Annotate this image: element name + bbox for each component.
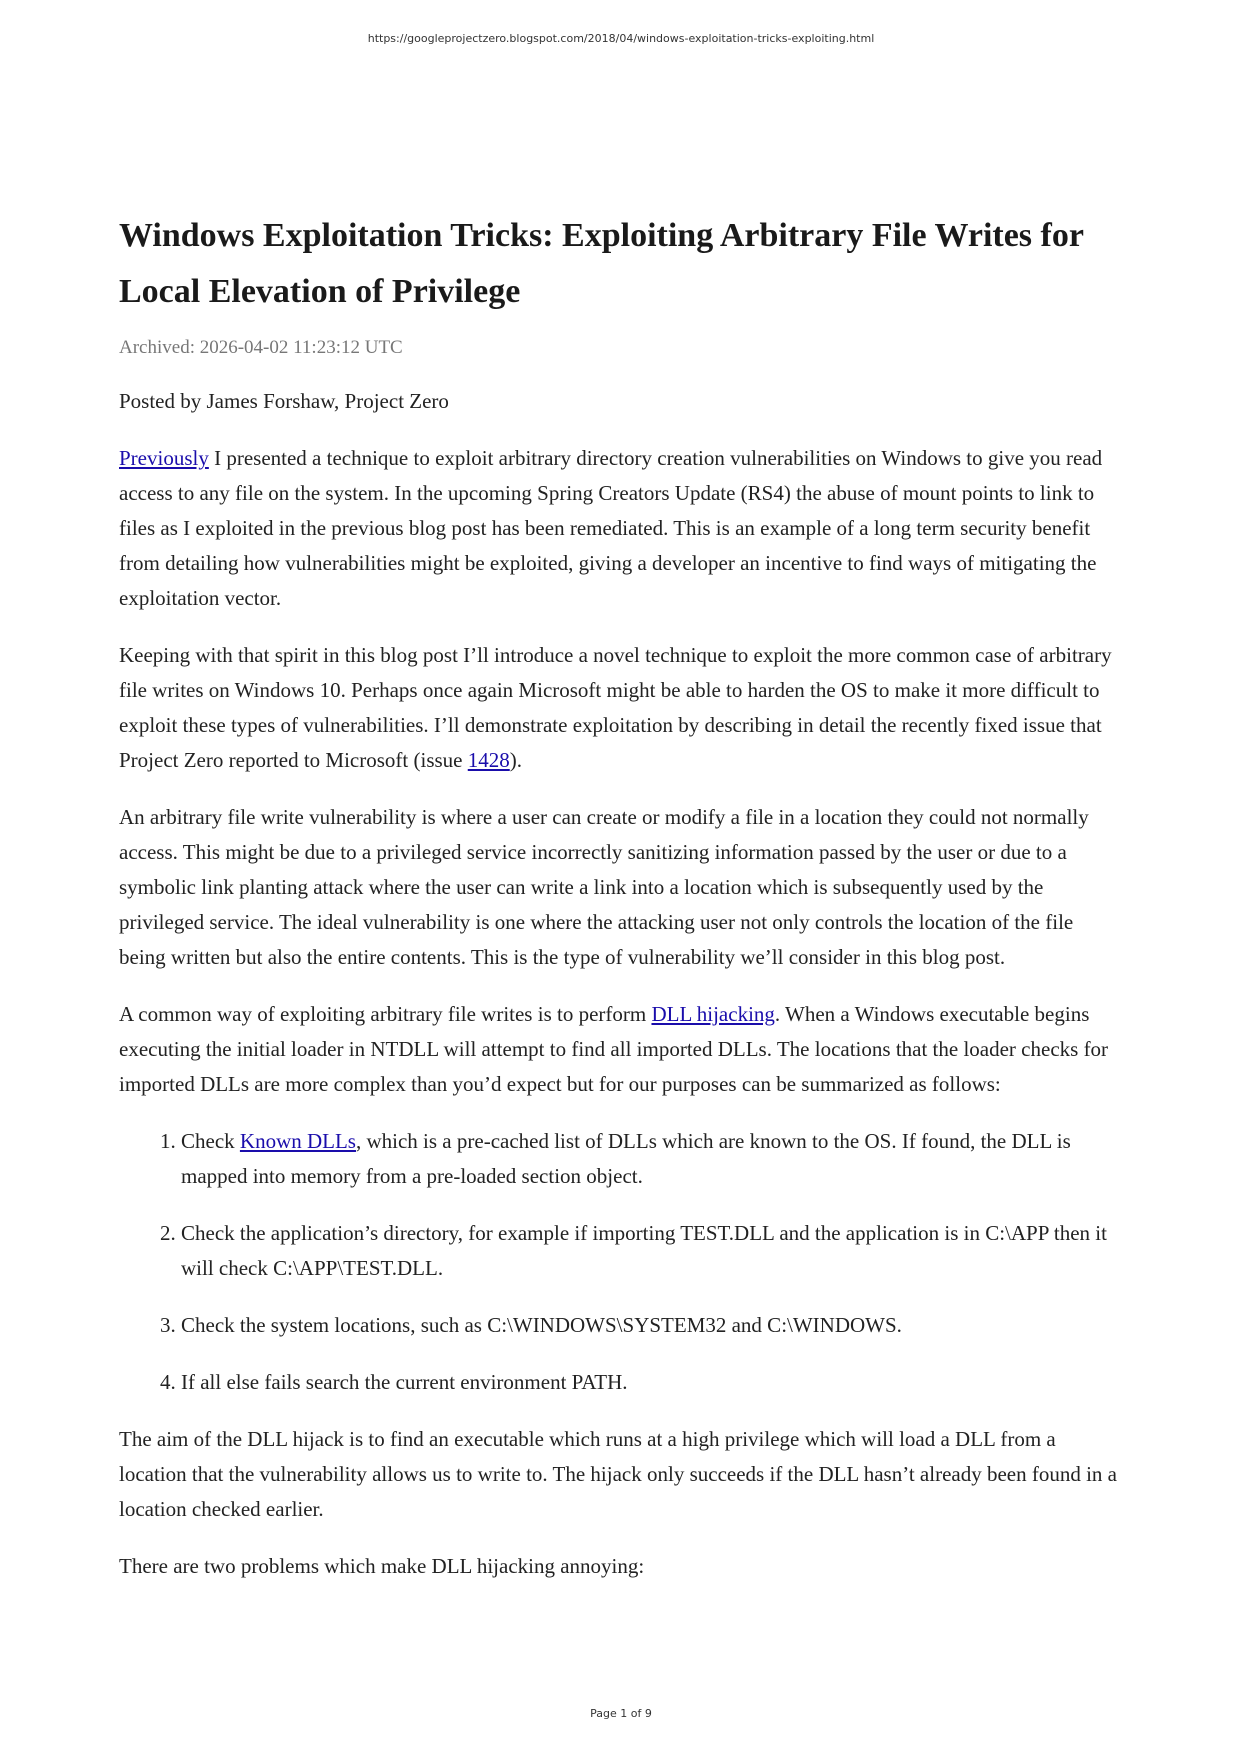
dll-hijacking-link[interactable]: DLL hijacking — [651, 1002, 775, 1026]
page-url-header: https://googleprojectzero.blogspot.com/2018/04/windows-exploitation-tricks-exploiting.html — [367, 32, 875, 45]
dll-search-order-list — [119, 1124, 1124, 1400]
list-item: 4. If all else fails search the current environment PATH. — [181, 1365, 1124, 1400]
issue-1428-link[interactable]: 1428 — [467, 748, 510, 772]
previously-link[interactable]: Previously — [119, 446, 209, 470]
known-dlls-link[interactable]: Known DLLs — [239, 1129, 356, 1153]
paragraph-5: The aim of the DLL hijack is to find an executable which runs at a high privilege which will load a DLL from a location that the vulnerability allows us to write to. The hijack only succeeds if the DLL hasn’t already been found in a location checked earlier. — [119, 1427, 1118, 1521]
paragraph-1 — [119, 441, 1124, 616]
paragraph-6: There are two problems which make DLL hijacking annoying: — [119, 1554, 645, 1578]
list-text: , which is a pre-cached list of DLLs which are known to the OS. If found, the DLL is mapped into memory from a pre-loaded section object. — [181, 1129, 1071, 1188]
paragraph-text: I presented a technique to exploit arbitrary directory creation vulnerabilities on Windows to give you read access to any file on the system. In the upcoming Spring Creators Update (RS4) the abuse of mount points to link to files as I exploited in the previous blog post has been remediated. This is an example of a long term security benefit from detailing how vulnerabilities might be exploited, giving a developer an incentive to find ways of mitigating the exploitation vector. — [119, 446, 1103, 610]
paragraph-text: . When a Windows executable begins executing the initial loader in NTDLL will attempt to find all imported DLLs. The locations that the loader checks for imported DLLs are more complex than you’d expect but for our purposes can be summarized as follows: — [119, 1002, 1109, 1096]
article-title: Windows Exploitation Tricks: Exploiting Arbitrary File Writes for Local Elevation of Privilege — [119, 217, 1084, 310]
archived-timestamp: Archived: 2026-04-02 11:23:12 UTC — [119, 337, 403, 358]
list-item: 2. Check the application’s directory, for example if importing TEST.DLL and the application is in C:\APP then it will check C:\APP\TEST.DLL. — [181, 1216, 1124, 1286]
paragraph-text: ). — [509, 748, 522, 772]
page-number: Page 1 of 9 — [590, 1707, 652, 1720]
paragraph-3: An arbitrary file write vulnerability is where a user can create or modify a file in a location they could not normally access. This might be due to a privileged service incorrectly sanitizing information passed by the user or due to a symbolic link planting attack where the user can write a link into a location which is subsequently used by the privileged service. The ideal vulnerability is one where the attacking user not only controls the location of the file being written but also the entire contents. This is the type of vulnerability we’ll consider in this blog post. — [119, 805, 1089, 969]
list-item: 3. Check the system locations, such as C:\WINDOWS\SYSTEM32 and C:\WINDOWS. — [181, 1308, 1124, 1343]
list-item — [181, 1124, 1124, 1194]
paragraph-2 — [119, 638, 1124, 778]
paragraph-text: A common way of exploiting arbitrary file writes is to perform — [119, 1002, 652, 1026]
paragraph-text: Keeping with that spirit in this blog post I’ll introduce a novel technique to exploit the more common case of arbitrary file writes on Windows 10. Perhaps once again Microsoft might be able to harden the OS to make it more difficult to exploit these types of vulnerabilities. I’ll demonstrate exploitation by describing in detail the recently fixed issue that Project Zero reported to Microsoft (issue — [119, 643, 1112, 772]
byline: Posted by James Forshaw, Project Zero — [119, 389, 449, 413]
list-text: Check — [181, 1129, 240, 1153]
paragraph-4 — [119, 997, 1124, 1102]
article — [119, 208, 1124, 1606]
